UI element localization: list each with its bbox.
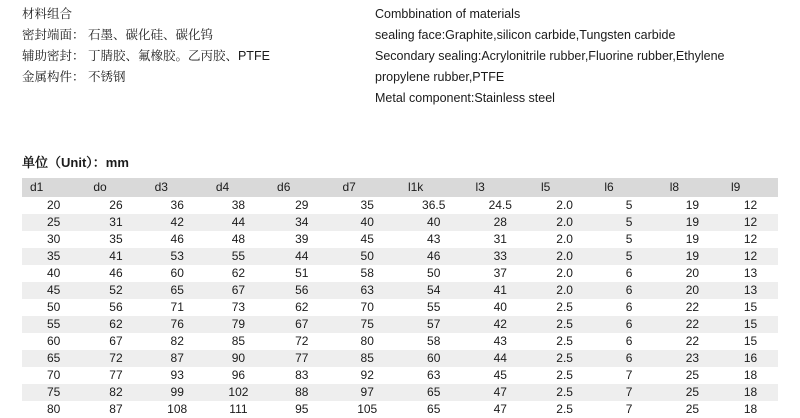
materials-spec-english — [375, 4, 795, 109]
spec-cn-line-3: 辅助密封： 丁腈胶、氟橡胶。乙丙胶、PTFE — [22, 49, 270, 63]
cell-l3: 45 — [468, 367, 533, 384]
spec-cn-line-2: 密封端面： 石墨、碳化硅、碳化钨 — [22, 28, 213, 42]
cell-l3: 43 — [468, 333, 533, 350]
cell-l6: 5 — [596, 197, 661, 214]
cell-l5: 2.5 — [533, 316, 596, 333]
cell-d6: 56 — [269, 282, 334, 299]
cell-l8: 25 — [662, 384, 723, 401]
cell-d1: 75 — [22, 384, 85, 401]
cell-l9: 18 — [723, 401, 778, 418]
cell-d7: 35 — [335, 197, 400, 214]
cell-l1k: 55 — [400, 299, 468, 316]
cell-l6: 5 — [596, 214, 661, 231]
cell-d7: 70 — [335, 299, 400, 316]
cell-l9: 12 — [723, 197, 778, 214]
cell-l1k: 57 — [400, 316, 468, 333]
cell-d6: 95 — [269, 401, 334, 418]
cell-l1k: 46 — [400, 248, 468, 265]
cell-d4: 55 — [208, 248, 269, 265]
cell-do: 87 — [85, 401, 146, 418]
cell-l9: 16 — [723, 350, 778, 367]
cell-d4: 111 — [208, 401, 269, 418]
spec-cn-line-4: 金属构件： 不锈钢 — [22, 70, 126, 84]
cell-l3: 41 — [468, 282, 533, 299]
cell-l3: 47 — [468, 384, 533, 401]
cell-l1k: 40 — [400, 214, 468, 231]
cell-d1: 60 — [22, 333, 85, 350]
table-row — [22, 231, 778, 248]
cell-l9: 12 — [723, 248, 778, 265]
cell-do: 72 — [85, 350, 146, 367]
cell-l8: 25 — [662, 401, 723, 418]
cell-l1k: 36.5 — [400, 197, 468, 214]
cell-l5: 2.0 — [533, 197, 596, 214]
cell-l3: 33 — [468, 248, 533, 265]
materials-spec-chinese — [22, 4, 372, 88]
materials-spec-block — [0, 0, 800, 120]
cell-d1: 30 — [22, 231, 85, 248]
cell-do: 41 — [85, 248, 146, 265]
column-header-do: do — [85, 178, 146, 197]
cell-l3: 28 — [468, 214, 533, 231]
cell-d7: 50 — [335, 248, 400, 265]
cell-d4: 102 — [208, 384, 269, 401]
column-header-l3: l3 — [468, 178, 533, 197]
cell-l8: 22 — [662, 316, 723, 333]
cell-d7: 63 — [335, 282, 400, 299]
cell-l9: 18 — [723, 384, 778, 401]
cell-do: 35 — [85, 231, 146, 248]
cell-l6: 6 — [596, 350, 661, 367]
cell-d3: 36 — [147, 197, 208, 214]
cell-l6: 6 — [596, 333, 661, 350]
cell-l8: 23 — [662, 350, 723, 367]
table-row — [22, 316, 778, 333]
cell-d1: 35 — [22, 248, 85, 265]
cell-d6: 34 — [269, 214, 334, 231]
cell-d1: 55 — [22, 316, 85, 333]
cell-l8: 22 — [662, 333, 723, 350]
spec-en-line-2: sealing face:Graphite,silicon carbide,Tungsten carbide — [375, 28, 676, 42]
cell-l9: 13 — [723, 282, 778, 299]
cell-l9: 15 — [723, 333, 778, 350]
cell-d3: 108 — [147, 401, 208, 418]
dimension-table-wrapper — [22, 178, 778, 418]
cell-l5: 2.5 — [533, 384, 596, 401]
cell-l5: 2.0 — [533, 248, 596, 265]
cell-d4: 85 — [208, 333, 269, 350]
cell-l3: 47 — [468, 401, 533, 418]
spec-en-line-3: Secondary sealing:Acrylonitrile rubber,Fluorine rubber,Ethylene — [375, 49, 725, 63]
column-header-l1k: l1k — [400, 178, 468, 197]
cell-d7: 58 — [335, 265, 400, 282]
cell-l1k: 65 — [400, 384, 468, 401]
table-row — [22, 248, 778, 265]
cell-l3: 37 — [468, 265, 533, 282]
cell-d6: 77 — [269, 350, 334, 367]
spec-en-line-1: Combbination of materials — [375, 7, 521, 21]
column-header-d6: d6 — [269, 178, 334, 197]
cell-d1: 45 — [22, 282, 85, 299]
cell-d6: 29 — [269, 197, 334, 214]
cell-d1: 20 — [22, 197, 85, 214]
table-row — [22, 197, 778, 214]
cell-l5: 2.0 — [533, 265, 596, 282]
cell-d7: 85 — [335, 350, 400, 367]
cell-l1k: 63 — [400, 367, 468, 384]
cell-l5: 2.5 — [533, 299, 596, 316]
cell-d3: 82 — [147, 333, 208, 350]
cell-l3: 40 — [468, 299, 533, 316]
cell-d4: 96 — [208, 367, 269, 384]
table-row — [22, 401, 778, 418]
table-row — [22, 350, 778, 367]
cell-d1: 80 — [22, 401, 85, 418]
cell-d1: 65 — [22, 350, 85, 367]
cell-do: 67 — [85, 333, 146, 350]
cell-l5: 2.0 — [533, 214, 596, 231]
cell-d6: 62 — [269, 299, 334, 316]
cell-d3: 71 — [147, 299, 208, 316]
cell-l6: 5 — [596, 248, 661, 265]
cell-l5: 2.5 — [533, 333, 596, 350]
cell-d7: 40 — [335, 214, 400, 231]
cell-do: 52 — [85, 282, 146, 299]
cell-d1: 50 — [22, 299, 85, 316]
spec-en-line-5: Metal component:Stainless steel — [375, 91, 555, 105]
cell-d3: 65 — [147, 282, 208, 299]
column-header-l6: l6 — [596, 178, 661, 197]
cell-l5: 2.0 — [533, 231, 596, 248]
cell-d4: 62 — [208, 265, 269, 282]
cell-d7: 45 — [335, 231, 400, 248]
cell-do: 46 — [85, 265, 146, 282]
cell-do: 62 — [85, 316, 146, 333]
cell-d3: 93 — [147, 367, 208, 384]
cell-do: 26 — [85, 197, 146, 214]
cell-l6: 6 — [596, 265, 661, 282]
cell-l8: 20 — [662, 265, 723, 282]
cell-d7: 92 — [335, 367, 400, 384]
unit-caption: 单位（Unit）：mm — [22, 155, 129, 170]
cell-l6: 7 — [596, 384, 661, 401]
dimension-table-body — [22, 197, 778, 418]
column-header-d4: d4 — [208, 178, 269, 197]
column-header-d7: d7 — [335, 178, 400, 197]
cell-d3: 76 — [147, 316, 208, 333]
table-row — [22, 384, 778, 401]
cell-d3: 42 — [147, 214, 208, 231]
column-header-l8: l8 — [662, 178, 723, 197]
cell-l3: 24.5 — [468, 197, 533, 214]
cell-l5: 2.5 — [533, 401, 596, 418]
cell-d4: 73 — [208, 299, 269, 316]
cell-d6: 44 — [269, 248, 334, 265]
table-row — [22, 299, 778, 316]
table-row — [22, 282, 778, 299]
cell-l5: 2.5 — [533, 367, 596, 384]
cell-l6: 7 — [596, 401, 661, 418]
column-header-d1: d1 — [22, 178, 85, 197]
cell-l1k: 58 — [400, 333, 468, 350]
cell-l1k: 43 — [400, 231, 468, 248]
cell-d3: 53 — [147, 248, 208, 265]
table-row — [22, 265, 778, 282]
column-header-l9: l9 — [723, 178, 778, 197]
cell-l3: 31 — [468, 231, 533, 248]
cell-do: 31 — [85, 214, 146, 231]
cell-l3: 44 — [468, 350, 533, 367]
cell-d7: 80 — [335, 333, 400, 350]
dimension-table-head — [22, 178, 778, 197]
cell-l8: 20 — [662, 282, 723, 299]
dimension-table — [22, 178, 778, 418]
cell-l6: 7 — [596, 367, 661, 384]
cell-l5: 2.0 — [533, 282, 596, 299]
cell-l8: 22 — [662, 299, 723, 316]
cell-d7: 105 — [335, 401, 400, 418]
cell-do: 56 — [85, 299, 146, 316]
cell-l9: 13 — [723, 265, 778, 282]
spec-en-line-4: propylene rubber,PTFE — [375, 70, 505, 84]
spec-cn-line-1: 材料组合 — [22, 7, 73, 21]
cell-d4: 44 — [208, 214, 269, 231]
cell-l9: 15 — [723, 299, 778, 316]
cell-l9: 18 — [723, 367, 778, 384]
cell-do: 82 — [85, 384, 146, 401]
cell-d1: 25 — [22, 214, 85, 231]
cell-d6: 88 — [269, 384, 334, 401]
cell-l1k: 60 — [400, 350, 468, 367]
table-row — [22, 333, 778, 350]
cell-d4: 67 — [208, 282, 269, 299]
cell-d7: 97 — [335, 384, 400, 401]
cell-l9: 12 — [723, 231, 778, 248]
cell-d3: 99 — [147, 384, 208, 401]
table-header-row — [22, 178, 778, 197]
cell-d7: 75 — [335, 316, 400, 333]
cell-d6: 83 — [269, 367, 334, 384]
cell-l8: 19 — [662, 214, 723, 231]
cell-l8: 19 — [662, 248, 723, 265]
table-row — [22, 367, 778, 384]
cell-l6: 6 — [596, 316, 661, 333]
cell-d1: 40 — [22, 265, 85, 282]
cell-l8: 19 — [662, 197, 723, 214]
cell-d6: 72 — [269, 333, 334, 350]
cell-d4: 79 — [208, 316, 269, 333]
cell-l8: 19 — [662, 231, 723, 248]
cell-l6: 5 — [596, 231, 661, 248]
cell-d3: 46 — [147, 231, 208, 248]
cell-d6: 67 — [269, 316, 334, 333]
cell-l3: 42 — [468, 316, 533, 333]
cell-l9: 12 — [723, 214, 778, 231]
cell-l1k: 50 — [400, 265, 468, 282]
cell-d6: 39 — [269, 231, 334, 248]
cell-l9: 15 — [723, 316, 778, 333]
cell-d1: 70 — [22, 367, 85, 384]
column-header-l5: l5 — [533, 178, 596, 197]
cell-l1k: 54 — [400, 282, 468, 299]
cell-l5: 2.5 — [533, 350, 596, 367]
cell-l6: 6 — [596, 299, 661, 316]
cell-do: 77 — [85, 367, 146, 384]
cell-d3: 60 — [147, 265, 208, 282]
cell-d4: 48 — [208, 231, 269, 248]
table-row — [22, 214, 778, 231]
cell-l8: 25 — [662, 367, 723, 384]
cell-d4: 90 — [208, 350, 269, 367]
cell-l6: 6 — [596, 282, 661, 299]
column-header-d3: d3 — [147, 178, 208, 197]
cell-d4: 38 — [208, 197, 269, 214]
cell-d3: 87 — [147, 350, 208, 367]
cell-l1k: 65 — [400, 401, 468, 418]
cell-d6: 51 — [269, 265, 334, 282]
